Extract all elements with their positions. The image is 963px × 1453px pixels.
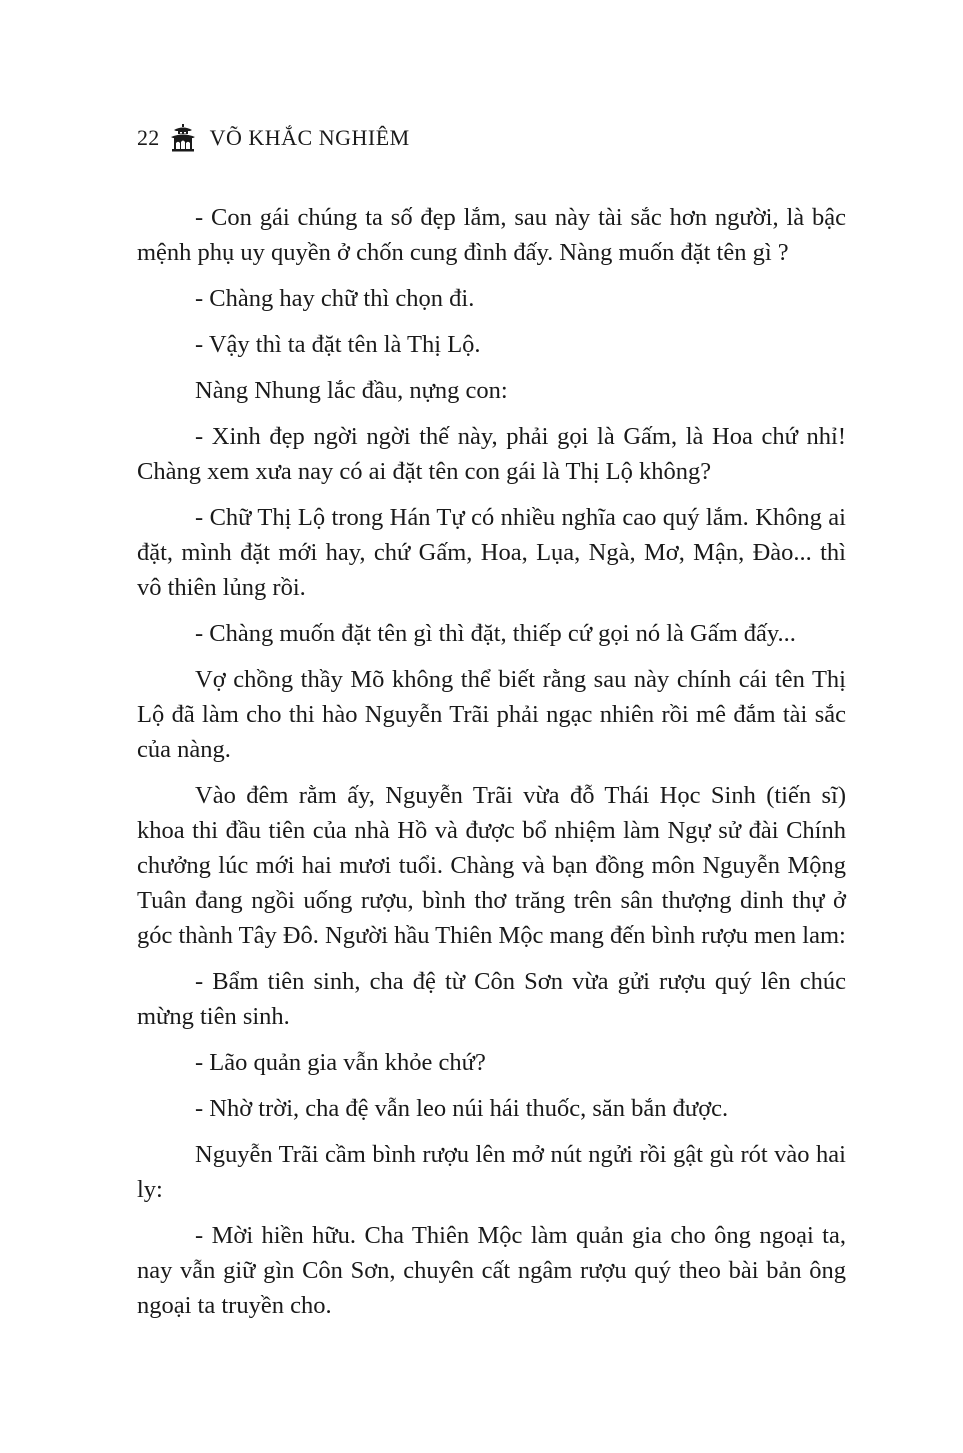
body-text — [137, 200, 846, 1334]
paragraph: - Xinh đẹp ngời ngời thế này, phải gọi là Gấm, là Hoa chứ nhỉ! Chàng xem xưa nay có ai đặt tên con gái là Thị Lộ không? — [137, 423, 846, 485]
paragraph: Nguyễn Trãi cầm bình rượu lên mở nút ngửi rồi gật gù rót vào hai ly: — [137, 1141, 846, 1203]
paragraph: - Vậy thì ta đặt tên là Thị Lộ. — [195, 331, 481, 358]
paragraph: Vào đêm rằm ấy, Nguyễn Trãi vừa đỗ Thái Học Sinh (tiến sĩ) khoa thi đầu tiên của nhà Hồ và được bổ nhiệm làm Ngự sử đài Chính chưởng lúc mới hai mươi tuổi. Chàng và bạn đồng môn Nguyễn Mộng Tuân đang ngồi uống rượu, bình thơ trăng trên sân thượng dinh thự ở góc thành Tây Đô. Người hầu Thiên Mộc mang đến bình rượu men lam: — [137, 782, 846, 949]
paragraph: - Chàng hay chữ thì chọn đi. — [195, 285, 475, 312]
temple-gate-icon — [170, 124, 196, 152]
page-header — [137, 124, 410, 152]
paragraph: - Lão quản gia vẫn khỏe chứ? — [195, 1049, 486, 1076]
paragraph: Vợ chồng thầy Mõ không thể biết rằng sau này chính cái tên Thị Lộ đã làm cho thi hào Nguyễn Trãi phải ngạc nhiên rồi mê đắm tài sắc của nàng. — [137, 666, 846, 763]
paragraph: - Mời hiền hữu. Cha Thiên Mộc làm quản gia cho ông ngoại ta, nay vẫn giữ gìn Côn Sơn, chuyên cất ngâm rượu quý theo bài bản ông ngoại ta truyền cho. — [137, 1222, 846, 1319]
paragraph: - Chàng muốn đặt tên gì thì đặt, thiếp cứ gọi nó là Gấm đấy... — [195, 620, 796, 647]
paragraph: - Con gái chúng ta số đẹp lắm, sau này tài sắc hơn người, là bậc mệnh phụ uy quyền ở chốn cung đình đấy. Nàng muốn đặt tên gì ? — [137, 204, 846, 266]
paragraph: Nàng Nhung lắc đầu, nựng con: — [195, 377, 508, 404]
running-title: VÕ KHẮC NGHIÊM — [209, 125, 410, 150]
paragraph: - Chữ Thị Lộ trong Hán Tự có nhiều nghĩa cao quý lắm. Không ai đặt, mình đặt mới hay, chứ Gấm, Hoa, Lụa, Ngà, Mơ, Mận, Đào... thì vô thiên lủng rồi. — [137, 504, 846, 601]
page-number: 22 — [137, 125, 160, 150]
paragraph: - Nhờ trời, cha đệ vẫn leo núi hái thuốc, săn bắn được. — [195, 1095, 729, 1122]
paragraph: - Bẩm tiên sinh, cha đệ từ Côn Sơn vừa gửi rượu quý lên chúc mừng tiên sinh. — [137, 968, 846, 1030]
